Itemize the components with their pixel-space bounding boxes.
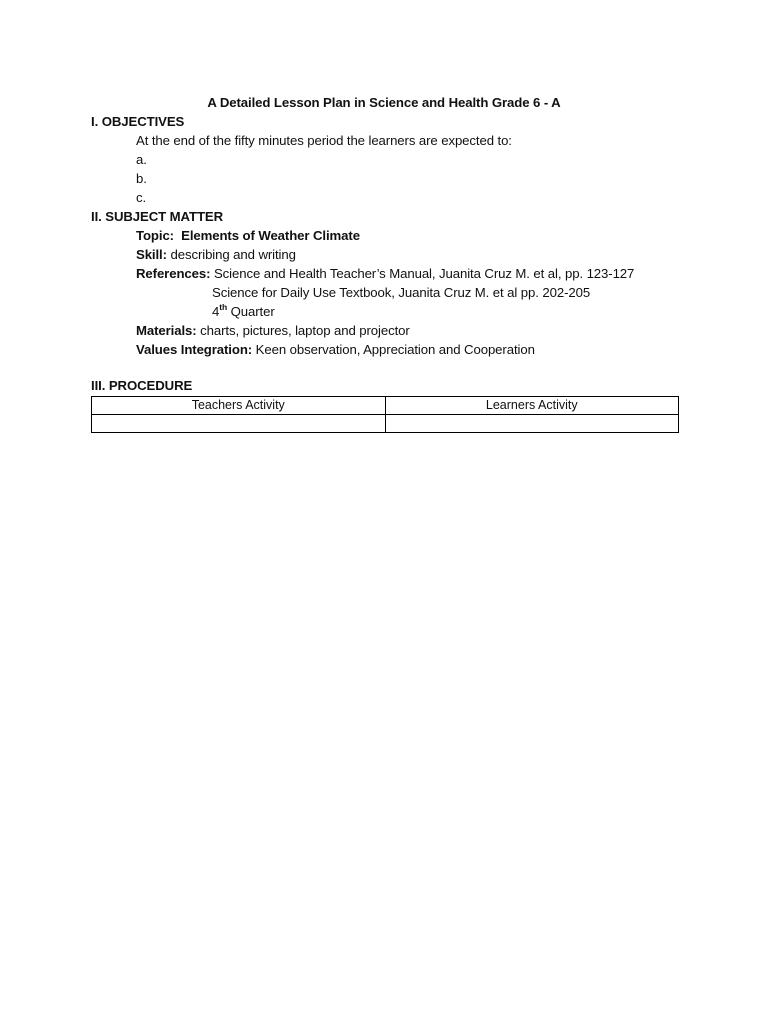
table-row bbox=[92, 415, 679, 433]
document-title: A Detailed Lesson Plan in Science and Health Grade 6 - A bbox=[207, 95, 561, 110]
learners-activity-header: Learners Activity bbox=[385, 397, 679, 415]
procedure-heading: III. PROCEDURE bbox=[91, 378, 193, 393]
quarter-line bbox=[212, 303, 275, 321]
objectives-heading: I. OBJECTIVES bbox=[91, 114, 185, 129]
objective-item-b: b. bbox=[136, 171, 147, 186]
materials-label: Materials: bbox=[136, 323, 197, 338]
quarter-suffix: th bbox=[219, 301, 228, 312]
objective-item-a: a. bbox=[136, 152, 147, 167]
procedure-table bbox=[91, 396, 679, 433]
materials-line bbox=[136, 322, 410, 340]
materials-value: charts, pictures, laptop and projector bbox=[200, 323, 410, 338]
quarter-number: 4 bbox=[212, 304, 220, 319]
teachers-activity-cell bbox=[92, 415, 386, 433]
skill-label: Skill: bbox=[136, 247, 167, 262]
objectives-intro: At the end of the fifty minutes period the learners are expected to: bbox=[136, 133, 512, 148]
reference-item-1: Science and Health Teacher’s Manual, Juanita Cruz M. et al, pp. 123-127 bbox=[213, 266, 635, 281]
topic-value: Elements of Weather Climate bbox=[181, 228, 360, 243]
quarter-word: Quarter bbox=[230, 304, 275, 319]
learners-activity-cell bbox=[385, 415, 679, 433]
topic-label: Topic: bbox=[136, 228, 174, 243]
procedure-header-row bbox=[92, 397, 679, 415]
values-line bbox=[136, 341, 535, 359]
objective-item-c: c. bbox=[136, 190, 147, 205]
skill-line bbox=[136, 246, 296, 264]
values-label: Values Integration: bbox=[136, 342, 253, 357]
subject-matter-heading: II. SUBJECT MATTER bbox=[91, 209, 224, 224]
teachers-activity-header: Teachers Activity bbox=[92, 397, 386, 415]
references-label: References: bbox=[136, 266, 211, 281]
reference-item-2: Science for Daily Use Textbook, Juanita Cruz M. et al pp. 202-205 bbox=[212, 285, 591, 300]
skill-value: describing and writing bbox=[170, 247, 296, 262]
topic-line bbox=[136, 227, 360, 245]
values-value: Keen observation, Appreciation and Cooperation bbox=[255, 342, 535, 357]
references-line bbox=[136, 265, 634, 283]
